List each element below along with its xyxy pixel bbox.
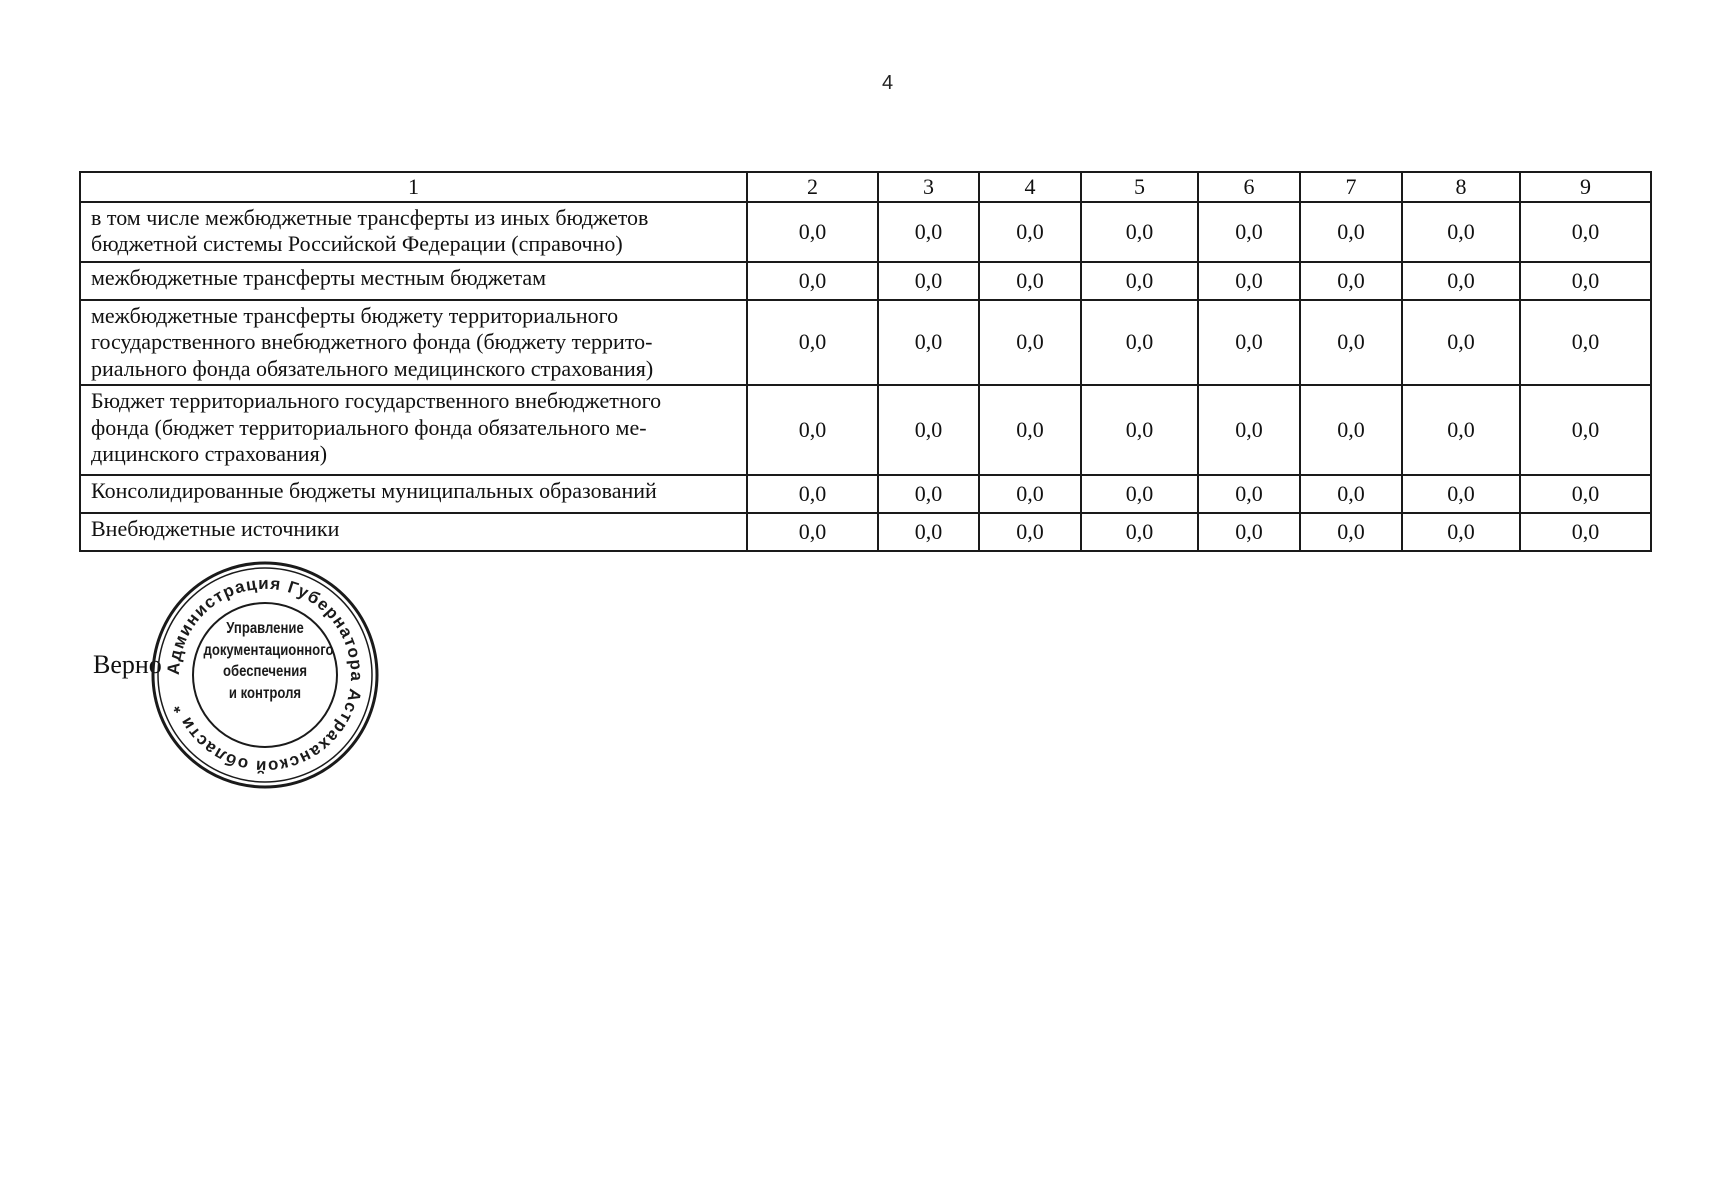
value-cell-col-6: 0,0 <box>1198 262 1300 300</box>
value-cell-col-7: 0,0 <box>1300 475 1402 513</box>
stamp-center-line: Управление <box>226 620 304 637</box>
row-label-line: Консолидированные бюджеты муниципальных образований <box>91 478 657 504</box>
value-cell-col-5: 0,0 <box>1081 513 1198 551</box>
value-cell-col-9: 0,0 <box>1520 475 1651 513</box>
row-label <box>80 202 747 262</box>
value-cell-col-2: 0,0 <box>747 475 878 513</box>
table-row <box>80 262 1651 300</box>
value-cell-col-9: 0,0 <box>1520 262 1651 300</box>
table-row <box>80 300 1651 385</box>
value-cell-col-8: 0,0 <box>1402 202 1520 262</box>
value-cell-col-6: 0,0 <box>1198 385 1300 475</box>
certification-verno: Верно <box>93 650 162 679</box>
value-cell-col-5: 0,0 <box>1081 262 1198 300</box>
value-cell-col-2: 0,0 <box>747 262 878 300</box>
budget-table <box>79 171 1652 552</box>
value-cell-col-4: 0,0 <box>979 202 1081 262</box>
table-row <box>80 475 1651 513</box>
value-cell-col-3: 0,0 <box>878 513 979 551</box>
stamp-center-line: и контроля <box>228 684 302 702</box>
value-cell-col-7: 0,0 <box>1300 513 1402 551</box>
value-cell-col-5: 0,0 <box>1081 202 1198 262</box>
value-cell-col-4: 0,0 <box>979 385 1081 475</box>
column-header-1: 1 <box>80 172 747 202</box>
value-cell-col-7: 0,0 <box>1300 300 1402 385</box>
value-cell-col-3: 0,0 <box>878 300 979 385</box>
row-label-line: Бюджет территориального государственного внебюджетного <box>91 388 662 414</box>
column-header-2: 2 <box>747 172 878 202</box>
table-header-row <box>80 172 1651 202</box>
value-cell-col-5: 0,0 <box>1081 475 1198 513</box>
value-cell-col-6: 0,0 <box>1198 475 1300 513</box>
row-label-line: межбюджетные трансферты бюджету территориального <box>91 303 619 328</box>
row-label <box>80 385 747 475</box>
value-cell-col-8: 0,0 <box>1402 385 1520 475</box>
table-row <box>80 513 1651 551</box>
value-cell-col-3: 0,0 <box>878 385 979 475</box>
column-header-9: 9 <box>1520 172 1651 202</box>
value-cell-col-9: 0,0 <box>1520 513 1651 551</box>
column-header-7: 7 <box>1300 172 1402 202</box>
column-header-5: 5 <box>1081 172 1198 202</box>
row-label-line: в том числе межбюджетные трансферты из иных бюджетов <box>91 205 649 230</box>
table-row <box>80 385 1651 475</box>
row-label-line: бюджетной системы Российской Федерации (справочно) <box>91 231 623 257</box>
row-label <box>80 262 747 300</box>
row-label <box>80 300 747 385</box>
value-cell-col-7: 0,0 <box>1300 202 1402 262</box>
value-cell-col-8: 0,0 <box>1402 513 1520 551</box>
value-cell-col-8: 0,0 <box>1402 475 1520 513</box>
value-cell-col-4: 0,0 <box>979 513 1081 551</box>
value-cell-col-7: 0,0 <box>1300 262 1402 300</box>
value-cell-col-3: 0,0 <box>878 202 979 262</box>
value-cell-col-2: 0,0 <box>747 300 878 385</box>
stamp-center-text <box>203 618 334 704</box>
row-label-line: дицинского страхования) <box>91 440 328 466</box>
value-cell-col-2: 0,0 <box>747 202 878 262</box>
value-cell-col-9: 0,0 <box>1520 202 1651 262</box>
column-header-3: 3 <box>878 172 979 202</box>
value-cell-col-4: 0,0 <box>979 300 1081 385</box>
value-cell-col-3: 0,0 <box>878 475 979 513</box>
row-label-line: фонда (бюджет территориального фонда обязательного ме- <box>91 414 647 440</box>
value-cell-col-6: 0,0 <box>1198 513 1300 551</box>
column-header-6: 6 <box>1198 172 1300 202</box>
value-cell-col-2: 0,0 <box>747 513 878 551</box>
value-cell-col-4: 0,0 <box>979 262 1081 300</box>
row-label-line: межбюджетные трансферты местным бюджетам <box>91 265 547 290</box>
row-label-line: государственного внебюджетного фонда (бюджету террито- <box>91 329 653 355</box>
value-cell-col-3: 0,0 <box>878 262 979 300</box>
column-header-8: 8 <box>1402 172 1520 202</box>
value-cell-col-8: 0,0 <box>1402 300 1520 385</box>
stamp-center-line: документационного <box>203 641 334 659</box>
row-label-line: риального фонда обязательного медицинского страхования) <box>91 355 654 381</box>
value-cell-col-8: 0,0 <box>1402 262 1520 300</box>
value-cell-col-6: 0,0 <box>1198 300 1300 385</box>
value-cell-col-6: 0,0 <box>1198 202 1300 262</box>
value-cell-col-5: 0,0 <box>1081 385 1198 475</box>
value-cell-col-4: 0,0 <box>979 475 1081 513</box>
stamp-center-line: обеспечения <box>223 663 307 681</box>
row-label-line: Внебюджетные источники <box>91 516 340 542</box>
value-cell-col-7: 0,0 <box>1300 385 1402 475</box>
page-number: 4 <box>881 72 894 94</box>
table-row <box>80 202 1651 262</box>
row-label <box>80 475 747 513</box>
stamp-ring-text: Администрация Губернатора Астраханской области * <box>163 573 367 777</box>
value-cell-col-9: 0,0 <box>1520 300 1651 385</box>
value-cell-col-2: 0,0 <box>747 385 878 475</box>
row-label <box>80 513 747 551</box>
value-cell-col-5: 0,0 <box>1081 300 1198 385</box>
value-cell-col-9: 0,0 <box>1520 385 1651 475</box>
official-stamp <box>150 560 380 790</box>
column-header-4: 4 <box>979 172 1081 202</box>
